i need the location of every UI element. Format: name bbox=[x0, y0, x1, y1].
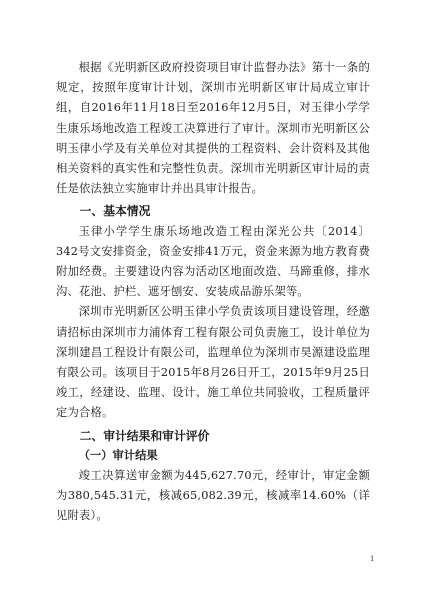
subheading-audit-result: （一）审计结果 bbox=[78, 448, 158, 462]
document-body bbox=[56, 58, 370, 527]
section-heading-basic-info: 一、基本情况 bbox=[79, 204, 151, 219]
basic-info-paragraph-management: 深圳市光明新区公明玉律小学负责该项目建设管理，经邀请招标由深圳市力浦体育工程有限公司负责施工，设计单位为深圳建昌工程设计有限公司，监理单位为深圳市昊源建设监理有限公司。该项目于2015年8月26日开工，2015年9月25日竣工，经建设、监理、设计、施工单位共同验收，工程质量评定为合格。 bbox=[56, 305, 370, 420]
intro-paragraph: 根据《光明新区政府投资项目审计监督办法》第十一条的规定，按照年度审计计划，深圳市光明新区审计局成立审计组，自2016年11月18日至2016年12月5日，对玉律小学学生康乐场地改造工程竣工决算进行了审计。深圳市光明新区公明玉律小学及有关单位对其提供的工程资料、会计资料及其他相关资料的真实性和完整性负责。深圳市光明新区审计局的责任是依法独立实施审计并出具审计报告。 bbox=[56, 61, 370, 196]
basic-info-paragraph-funding: 玉律小学学生康乐场地改造工程由深光公共〔2014〕342号文安排资金，资金安排41万元，资金来源为地方教育费附加经费。主要建设内容为活动区地面改造、马蹄重修，排水沟、花池、护栏、遮牙刨安、安装成品游乐架等。 bbox=[56, 224, 370, 299]
section-heading-audit-results: 二、审计结果和审计评价 bbox=[79, 428, 210, 443]
page-number: 1 bbox=[370, 555, 375, 563]
audit-result-paragraph: 竣工决算送审金额为445,627.70元，经审计，审定金额为380,545.31元，核减65,082.39元，核减率14.60%（详见附表）。 bbox=[56, 469, 370, 523]
